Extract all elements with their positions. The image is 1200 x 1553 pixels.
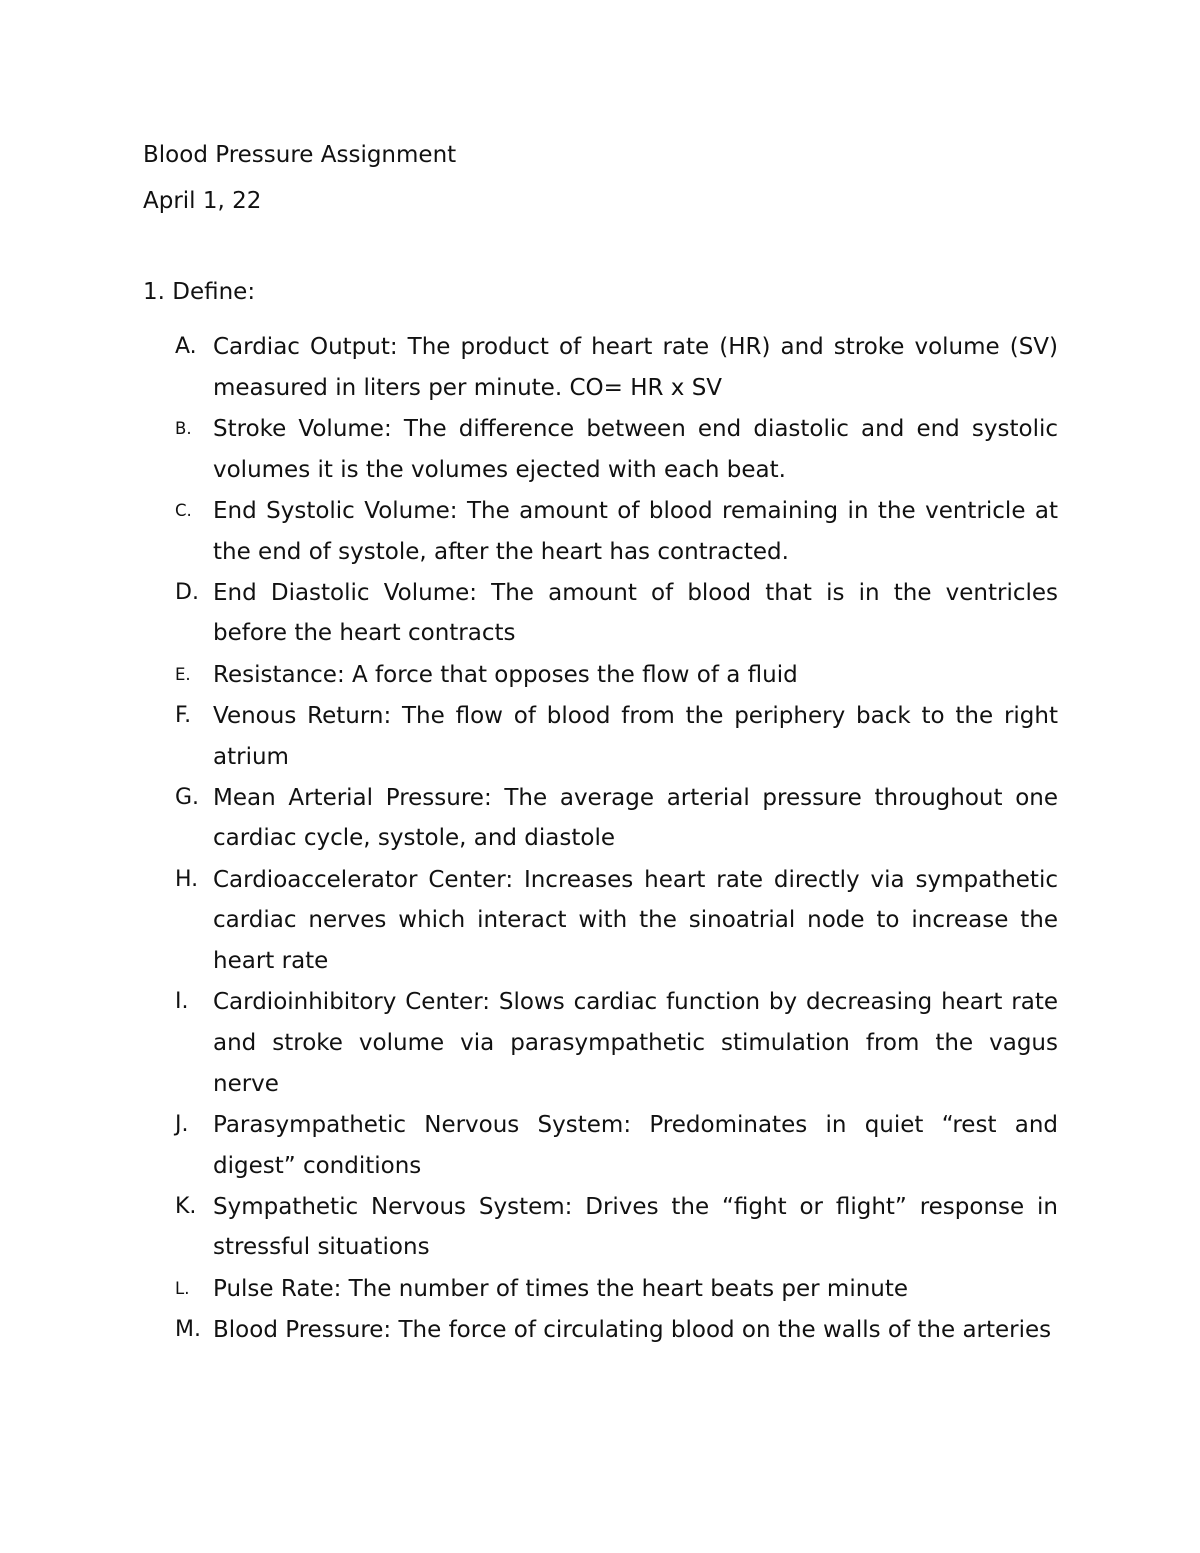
definition-item-a: [160, 327, 1058, 408]
question-heading: 1. Define:: [143, 279, 256, 305]
definition-text: Cardioaccelerator Center: Increases heart rate directly via sympathetic cardiac nerves which interact with the sinoatrial node to increase the heart rate: [213, 866, 1058, 975]
list-marker: B.: [175, 418, 192, 438]
list-marker: I.: [175, 989, 189, 1015]
definition-item-j: [160, 1105, 1058, 1186]
definition-item-c: [160, 491, 1058, 572]
definition-text: Sympathetic Nervous System: Drives the “fight or flight” response in stressful situations: [213, 1193, 1058, 1261]
definition-item-g: [160, 778, 1058, 859]
list-marker: A.: [175, 334, 197, 359]
definition-text: Cardiac Output: The product of heart rate (HR) and stroke volume (SV) measured in liters per minute. CO= HR x SV: [213, 334, 1058, 401]
list-marker: E.: [175, 664, 191, 684]
list-marker: F.: [175, 702, 192, 728]
list-marker: J.: [175, 1111, 189, 1137]
document-title: Blood Pressure Assignment: [143, 142, 457, 168]
definition-list: [160, 327, 1058, 1351]
definition-text: End Systolic Volume: The amount of blood remaining in the ventricle at the end of systole, after the heart has contracted.: [213, 497, 1058, 565]
definition-item-d: [160, 573, 1058, 654]
definition-item-k: [160, 1187, 1058, 1268]
definition-item-m: [160, 1310, 1058, 1351]
list-marker: H.: [175, 866, 199, 892]
list-marker: C.: [175, 500, 192, 520]
definition-text: Resistance: A force that opposes the flow of a fluid: [213, 661, 798, 688]
definition-text: Parasympathetic Nervous System: Predominates in quiet “rest and digest” conditions: [213, 1111, 1058, 1179]
list-marker: M.: [175, 1316, 201, 1342]
definition-text: Pulse Rate: The number of times the heart beats per minute: [213, 1275, 909, 1302]
definition-item-e: [160, 655, 1058, 696]
list-marker: L.: [175, 1278, 190, 1298]
list-marker: K.: [175, 1193, 197, 1219]
definition-item-l: [160, 1269, 1058, 1310]
definition-text: Cardioinhibitory Center: Slows cardiac function by decreasing heart rate and stroke volume via parasympathetic stimulation from the vagus nerve: [213, 989, 1058, 1097]
definition-item-b: [160, 409, 1058, 490]
definition-text: Mean Arterial Pressure: The average arterial pressure throughout one cardiac cycle, systole, and diastole: [213, 784, 1058, 852]
definition-text: Blood Pressure: The force of circulating blood on the walls of the arteries: [213, 1316, 1052, 1343]
list-marker: D.: [175, 579, 199, 605]
definition-item-h: [160, 860, 1058, 982]
definition-text: Stroke Volume: The difference between end diastolic and end systolic volumes it is the volumes ejected with each beat.: [213, 415, 1058, 483]
definition-item-f: [160, 696, 1058, 777]
definition-text: End Diastolic Volume: The amount of blood that is in the ventricles before the heart contracts: [213, 579, 1058, 647]
definition-text: Venous Return: The flow of blood from the periphery back to the right atrium: [213, 702, 1058, 770]
definition-item-i: [160, 982, 1058, 1104]
document-date: April 1, 22: [143, 188, 262, 214]
list-marker: G.: [175, 784, 200, 810]
